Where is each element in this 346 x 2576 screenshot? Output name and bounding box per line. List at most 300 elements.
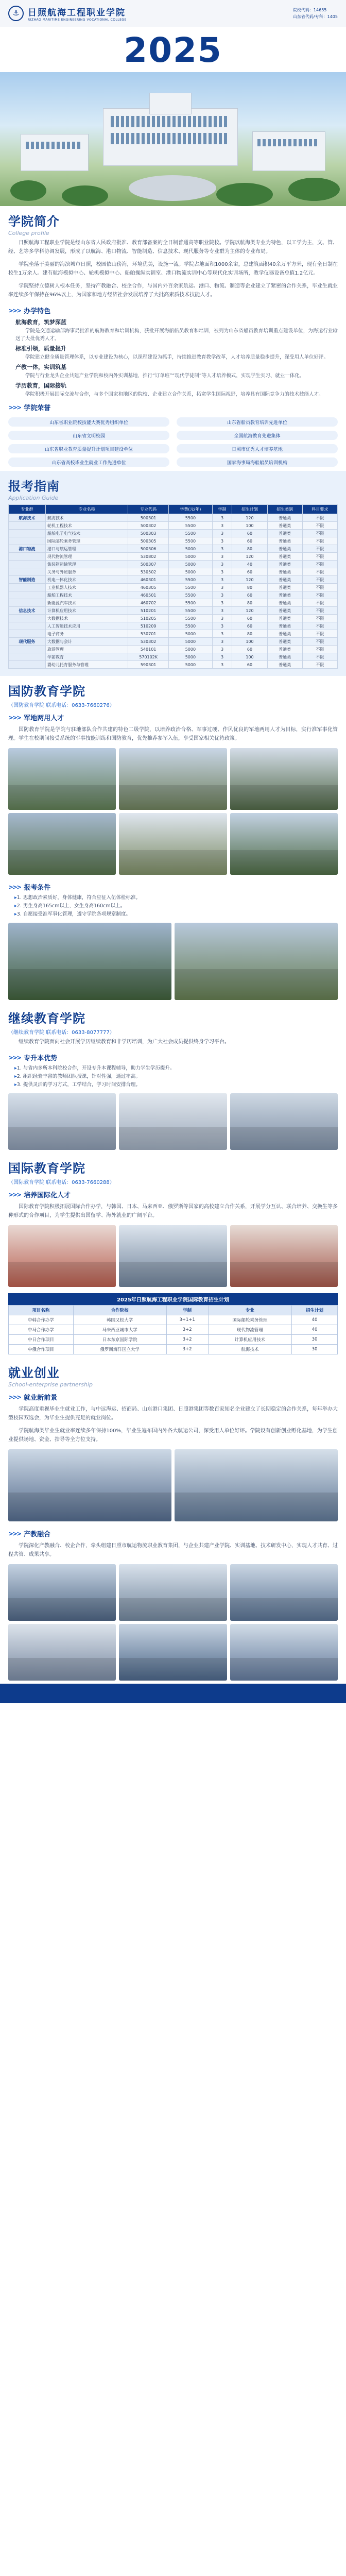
table-cell-years: 3 xyxy=(212,568,232,576)
chevron-right-icon: >>> xyxy=(8,1393,21,1401)
table-cell-name: 婴幼儿托育服务与管理 xyxy=(45,661,128,669)
table-cell-plan: 100 xyxy=(232,638,267,646)
table-cell-fee: 5000 xyxy=(169,545,213,553)
table-cell-plan: 60 xyxy=(232,591,267,599)
table-cell-fee: 5000 xyxy=(169,653,213,661)
defense-contact: （国防教育学院 联系电话：0633-7660276） xyxy=(8,703,115,708)
table-cell-name: 学前教育 xyxy=(45,653,128,661)
table-cell-type: 普通类 xyxy=(267,591,302,599)
table-cell-plan: 40 xyxy=(232,561,267,568)
table-cell-years: 3 xyxy=(212,599,232,607)
table-cell-type: 普通类 xyxy=(267,638,302,646)
table-cell-plan: 80 xyxy=(232,599,267,607)
employment-section-title xyxy=(0,1358,346,1388)
table-cell-code: 570102K xyxy=(128,653,169,661)
table-cell-name: 国际邮轮乘务管理 xyxy=(45,537,128,545)
table-cell-req: 不限 xyxy=(302,599,337,607)
table-row xyxy=(9,530,338,537)
table-cell-years: 3 xyxy=(212,653,232,661)
coop-cell: 30 xyxy=(292,1335,338,1345)
table-cell-fee: 5500 xyxy=(169,591,213,599)
table-cell-plan: 60 xyxy=(232,537,267,545)
table-cell-years: 3 xyxy=(212,545,232,553)
honor-badge: 国家海事局海船船员培训机构 xyxy=(177,457,338,467)
feature-item xyxy=(0,343,346,361)
international-table-caption: 2025年日照航海工程职业学院国际教育招生计划 xyxy=(8,1293,338,1305)
coop-row xyxy=(9,1325,338,1335)
admissions-table xyxy=(8,504,338,669)
table-cell-years: 3 xyxy=(212,646,232,653)
employment-h2: >>> 产教融合 xyxy=(8,1530,51,1538)
chevron-right-icon: >>> xyxy=(8,1191,21,1198)
coop-cell: 3+2 xyxy=(166,1345,208,1354)
college-logo-icon: ⚓ xyxy=(8,6,24,21)
school-name-en: RIZHAO MARITIME ENGINEERING VOCATIONAL COLLEGE xyxy=(28,18,127,22)
advantage-item: ▸ 1. 与省内多所本科院校合作，开设专升本课程辅导，助力学生学历提升。 xyxy=(14,1064,338,1073)
table-cell-years: 3 xyxy=(212,584,232,591)
honor-badge: 山东省职业教育质量提升计划项目建设单位 xyxy=(8,444,169,453)
coop-header-cell: 学制 xyxy=(166,1306,208,1315)
employment-title: 就业创业 xyxy=(8,1366,60,1380)
table-cell-years: 3 xyxy=(212,553,232,561)
table-row xyxy=(9,615,338,622)
employment-paragraph: 学院航海类毕业生就业率连续多年保持100%，毕业生遍布国内外各大航运公司，深受用人单位好评。学院设有创新创业孵化基地，为学生创业提供场地、资金、指导等全方位支持。 xyxy=(8,1428,338,1443)
table-cell-fee: 5500 xyxy=(169,514,213,522)
table-cell-code: 460501 xyxy=(128,591,169,599)
table-cell-code: 500305 xyxy=(128,537,169,545)
honor-badge: 全国航海教育先进集体 xyxy=(177,431,338,440)
table-cell-years: 3 xyxy=(212,576,232,584)
defense-photo xyxy=(119,748,227,810)
table-row xyxy=(9,622,338,630)
table-cell-code: 590301 xyxy=(128,661,169,669)
table-cell-req: 不限 xyxy=(302,661,337,669)
ceremony-photo xyxy=(8,1225,116,1287)
coop-cell: 3+2 xyxy=(166,1335,208,1345)
table-cell-group xyxy=(9,561,46,568)
industry-photo-grid xyxy=(0,1561,346,1684)
table-cell-name: 电子商务 xyxy=(45,630,128,638)
chevron-right-icon: >>> xyxy=(8,883,21,891)
table-row xyxy=(9,591,338,599)
table-cell-group xyxy=(9,553,46,561)
defense-req-heading: >>> 报考条件 xyxy=(8,883,51,892)
feature-desc: 学院建立健全质量管理体系，以专业建设为核心，以课程建设为抓手，持续推进教育教学改革，人才培养质量稳步提升，深受用人单位好评。 xyxy=(25,354,329,360)
coop-header-cell: 项目名称 xyxy=(9,1306,74,1315)
table-cell-plan: 100 xyxy=(232,522,267,530)
table-cell-group xyxy=(9,661,46,669)
table-cell-plan: 120 xyxy=(232,514,267,522)
defense-photo xyxy=(230,813,338,875)
honors-heading: >>> 学院荣誉 xyxy=(8,403,51,412)
table-cell-name: 大数据技术 xyxy=(45,615,128,622)
table-cell-fee: 5500 xyxy=(169,607,213,615)
coop-cell: 3+2 xyxy=(166,1325,208,1335)
honor-badge: 山东省高校毕业生就业工作先进单位 xyxy=(8,457,169,467)
coop-row xyxy=(9,1345,338,1354)
industry-photo xyxy=(230,1624,338,1681)
defense-photo xyxy=(230,748,338,810)
table-cell-req: 不限 xyxy=(302,591,337,599)
table-cell-fee: 5500 xyxy=(169,522,213,530)
employment-h1: >>> 就业新前景 xyxy=(8,1393,58,1402)
coop-cell: 30 xyxy=(292,1345,338,1354)
table-cell-years: 3 xyxy=(212,522,232,530)
table-cell-group xyxy=(9,653,46,661)
table-row xyxy=(9,607,338,615)
school-codes xyxy=(293,7,338,20)
table-cell-group xyxy=(9,591,46,599)
table-cell-req: 不限 xyxy=(302,615,337,622)
continuing-paragraph: 继续教育学院面向社会开展学历继续教育和非学历培训，为广大社会成员提供终身学习平台。 xyxy=(19,1039,230,1045)
table-cell-group: 航海技术 xyxy=(9,514,46,522)
table-cell-type: 普通类 xyxy=(267,646,302,653)
table-cell-group: 信息技术 xyxy=(9,607,46,615)
table-cell-group xyxy=(9,615,46,622)
table-cell-years: 3 xyxy=(212,622,232,630)
table-cell-plan: 80 xyxy=(232,584,267,591)
defense-photo xyxy=(119,813,227,875)
honor-badge: 山东省文明校园 xyxy=(8,431,169,440)
table-cell-plan: 120 xyxy=(232,607,267,615)
table-cell-req: 不限 xyxy=(302,584,337,591)
coop-cell: 计算机应用技术 xyxy=(208,1335,291,1345)
international-plan-table xyxy=(8,1293,338,1354)
feature-title: 学历教育，国际接轨 xyxy=(15,382,66,389)
feature-item xyxy=(0,316,346,343)
table-cell-name: 计算机应用技术 xyxy=(45,607,128,615)
international-adv-heading: >>> 培养国际化人才 xyxy=(8,1191,71,1199)
table-cell-group xyxy=(9,537,46,545)
table-cell-years: 3 xyxy=(212,591,232,599)
requirement-item: ▸ 1. 思想政治素质好，身体健康，符合应征入伍体检标准。 xyxy=(14,894,338,902)
table-cell-code: 530502 xyxy=(128,568,169,576)
table-cell-plan: 80 xyxy=(232,630,267,638)
defense-paragraph: 国防教育学院是学院与驻地部队合作共建的特色二级学院，以培养政治合格、军事过硬、作风优良的军地两用人才为目标，实行准军事化管理。学生在校期间接受系统的军事技能训练和国防教育，优先推荐参军入伍，享受国家相关优待政策。 xyxy=(8,727,338,741)
table-cell-req: 不限 xyxy=(302,630,337,638)
honors-grid xyxy=(0,413,346,471)
advantage-item: ▸ 2. 组织经验丰富的教师团队授课，针对性强，通过率高。 xyxy=(14,1073,338,1081)
intro-title: 学院简介 xyxy=(8,214,60,229)
coop-cell: 俄罗斯海洋国立大学 xyxy=(73,1345,166,1354)
table-cell-plan: 60 xyxy=(232,530,267,537)
table-cell-fee: 5000 xyxy=(169,561,213,568)
table-cell-name: 现代物流管理 xyxy=(45,553,128,561)
table-row xyxy=(9,638,338,646)
table-header-cell: 专业名称 xyxy=(45,505,128,514)
coop-cell: 国际邮轮乘务管理 xyxy=(208,1315,291,1325)
table-cell-plan: 120 xyxy=(232,576,267,584)
table-cell-req: 不限 xyxy=(302,514,337,522)
coop-cell: 40 xyxy=(292,1325,338,1335)
table-cell-fee: 5500 xyxy=(169,615,213,622)
table-row xyxy=(9,514,338,522)
continuing-section-title xyxy=(0,1003,346,1036)
international-contact: （国际教育学院 联系电话：0633-7660288） xyxy=(8,1180,115,1185)
table-cell-type: 普通类 xyxy=(267,545,302,553)
coop-cell: 现代物流管理 xyxy=(208,1325,291,1335)
international-title: 国际教育学院 xyxy=(8,1161,85,1176)
year-title: 2025 xyxy=(124,30,222,70)
coop-header-cell: 招生计划 xyxy=(292,1306,338,1315)
header-bar xyxy=(0,0,346,27)
coop-cell: 40 xyxy=(292,1315,338,1325)
table-cell-code: 530802 xyxy=(128,553,169,561)
table-header-cell: 招生类别 xyxy=(267,505,302,514)
table-cell-type: 普通类 xyxy=(267,522,302,530)
table-row xyxy=(9,561,338,568)
coop-row xyxy=(9,1335,338,1345)
table-cell-code: 460301 xyxy=(128,576,169,584)
international-photo-grid xyxy=(0,1222,346,1290)
defense-photo-grid-2 xyxy=(0,920,346,1003)
table-cell-code: 540101 xyxy=(128,646,169,653)
table-cell-type: 普通类 xyxy=(267,530,302,537)
table-cell-years: 3 xyxy=(212,630,232,638)
table-cell-type: 普通类 xyxy=(267,537,302,545)
continuing-photo-grid xyxy=(0,1090,346,1153)
table-cell-req: 不限 xyxy=(302,576,337,584)
table-header-cell: 科目要求 xyxy=(302,505,337,514)
table-cell-type: 普通类 xyxy=(267,630,302,638)
continuing-items xyxy=(0,1063,346,1090)
intro-title-en: College profile xyxy=(8,230,49,236)
table-cell-fee: 5000 xyxy=(169,630,213,638)
table-cell-fee: 5000 xyxy=(169,646,213,653)
campus-aerial-photo xyxy=(0,72,346,206)
table-cell-group xyxy=(9,522,46,530)
chevron-right-icon: >>> xyxy=(8,1054,21,1061)
coop-cell: 韩国又松大学 xyxy=(73,1315,166,1325)
table-cell-years: 3 xyxy=(212,615,232,622)
table-row xyxy=(9,545,338,553)
international-paragraph: 国际教育学院积极拓展国际合作办学，与韩国、日本、马来西亚、俄罗斯等国家的高校建立合作关系，开展学分互认、联合培养、交换生等多种形式的合作项目，为学生提供出国留学、海外就业的广阔平台。 xyxy=(8,1204,338,1218)
table-cell-req: 不限 xyxy=(302,537,337,545)
table-cell-code: 500303 xyxy=(128,530,169,537)
employment-title-en: School-enterprise partnership xyxy=(8,1381,93,1388)
defense-section-title xyxy=(0,676,346,708)
table-header-cell: 学制 xyxy=(212,505,232,514)
intro-paragraph: 学院坐落于美丽的海滨城市日照，校园依山傍海，环境优美，设施一流。学院占地面积1000余亩，总建筑面积40余万平方米，现有全日制在校生1万余人。建有航海模拟中心、轮机模拟中心、船舶操纵实训室、港口物流实训中心等现代化实训场所，教学仪器设备总值1.2亿元。 xyxy=(8,262,338,276)
table-cell-years: 3 xyxy=(212,638,232,646)
table-cell-name: 大数据与会计 xyxy=(45,638,128,646)
table-row xyxy=(9,630,338,638)
honor-badge: 山东省船员教育培训先进单位 xyxy=(177,417,338,427)
table-cell-name: 船舶电子电气技术 xyxy=(45,530,128,537)
table-cell-type: 普通类 xyxy=(267,576,302,584)
table-row xyxy=(9,522,338,530)
employment-paragraph: 学院深化产教融合、校企合作，牵头组建日照市航运物流职业教育集团，与企业共建产业学院、实训基地、技术研发中心，实现人才共育、过程共管、成果共享。 xyxy=(8,1543,338,1557)
table-cell-req: 不限 xyxy=(302,622,337,630)
table-cell-req: 不限 xyxy=(302,561,337,568)
table-cell-name: 人工智能技术应用 xyxy=(45,622,128,630)
requirement-item: ▸ 2. 男生身高165cm以上，女生身高160cm以上。 xyxy=(14,902,338,910)
continuing-contact: （继续教育学院 联系电话：0633-8077777） xyxy=(8,1030,115,1036)
international-section-title xyxy=(0,1153,346,1185)
table-cell-req: 不限 xyxy=(302,607,337,615)
table-cell-req: 不限 xyxy=(302,545,337,553)
feature-desc: 学院与行业龙头企业共建产业学院和校内外实训基地，推行“订单班”“现代学徒制”等人才培养模式，实现学生实习、就业一体化。 xyxy=(25,373,305,379)
table-cell-req: 不限 xyxy=(302,638,337,646)
table-row xyxy=(9,537,338,545)
school-name-cn: 日照航海工程职业学院 xyxy=(28,8,126,18)
feature-item xyxy=(0,380,346,398)
table-cell-type: 普通类 xyxy=(267,661,302,669)
coop-cell: 中俄合作项目 xyxy=(9,1345,74,1354)
table-cell-code: 510201 xyxy=(128,607,169,615)
table-cell-type: 普通类 xyxy=(267,615,302,622)
table-cell-name: 船舶工程技术 xyxy=(45,591,128,599)
table-cell-type: 普通类 xyxy=(267,561,302,568)
table-row xyxy=(9,584,338,591)
honor-badge: 日照市优秀人才培养基地 xyxy=(177,444,338,453)
job-fair-photo xyxy=(8,1449,171,1521)
continuing-title: 继续教育学院 xyxy=(8,1011,85,1026)
admissions-title: 报考指南 xyxy=(8,479,60,494)
industry-photo xyxy=(8,1564,116,1621)
intro-section-title xyxy=(0,206,346,236)
school-code-provincial: 山东省代码/专科：1405 xyxy=(292,14,338,19)
table-cell-plan: 60 xyxy=(232,622,267,630)
table-row xyxy=(9,599,338,607)
table-row xyxy=(9,646,338,653)
table-cell-code: 460702 xyxy=(128,599,169,607)
table-cell-code: 530302 xyxy=(128,638,169,646)
advantage-item: ▸ 3. 提供灵活的学习方式，工学结合，学习时间安排合理。 xyxy=(14,1081,338,1089)
table-header-cell: 专业代码 xyxy=(128,505,169,514)
table-cell-years: 3 xyxy=(212,537,232,545)
table-cell-group: 现代服务 xyxy=(9,638,46,646)
school-name xyxy=(28,5,127,22)
table-cell-plan: 60 xyxy=(232,661,267,669)
table-cell-fee: 5500 xyxy=(169,584,213,591)
table-row xyxy=(9,576,338,584)
table-cell-fee: 5000 xyxy=(169,553,213,561)
feature-desc: 学院是交通运输部海事局批准的航海教育和培训机构，获批开展海船船员教育和培训，被列为山东省船员教育培训重点建设单位，为海运行业输送了大批优秀人才。 xyxy=(15,328,338,342)
table-cell-code: 510209 xyxy=(128,622,169,630)
table-cell-plan: 100 xyxy=(232,653,267,661)
table-cell-type: 普通类 xyxy=(267,553,302,561)
coop-header-cell: 专业 xyxy=(208,1306,291,1315)
table-cell-code: 510205 xyxy=(128,615,169,622)
table-cell-name: 集装箱运输管理 xyxy=(45,561,128,568)
table-cell-fee: 5500 xyxy=(169,537,213,545)
continuing-adv-heading: >>> 专升本优势 xyxy=(8,1054,58,1062)
intro-paragraph: 日照航海工程职业学院是经山东省人民政府批准、教育部备案的全日制普通高等职业院校。学院以航海类专业为特色，以工学为主，文、管、经、艺等多学科协调发展，形成了以航海、港口物流、智能制造、信息技术、现代服务等专业群为主体的专业布局。 xyxy=(8,240,338,255)
table-header-cell: 专业群 xyxy=(9,505,46,514)
defense-title: 国防教育学院 xyxy=(8,684,85,699)
defense-requirements xyxy=(0,893,346,920)
feature-title: 标准引领，质量提升 xyxy=(15,345,66,352)
table-cell-plan: 60 xyxy=(232,646,267,653)
coop-cell: 日本东京国际学院 xyxy=(73,1335,166,1345)
table-cell-plan: 80 xyxy=(232,545,267,553)
chevron-right-icon: >>> xyxy=(8,307,21,314)
table-cell-group xyxy=(9,622,46,630)
table-cell-code: 500301 xyxy=(128,514,169,522)
table-cell-type: 普通类 xyxy=(267,599,302,607)
features-heading: >>> 办学特色 xyxy=(8,307,51,315)
industry-photo xyxy=(119,1564,227,1621)
requirement-item: ▸ 3. 自愿接受准军事化管理，遵守学院各项规章制度。 xyxy=(14,910,338,919)
coop-cell: 马来西亚城市大学 xyxy=(73,1325,166,1335)
chevron-right-icon: >>> xyxy=(8,714,21,721)
table-cell-name: 轮机工程技术 xyxy=(45,522,128,530)
table-cell-code: 460305 xyxy=(128,584,169,591)
table-cell-group xyxy=(9,530,46,537)
table-row xyxy=(9,653,338,661)
table-cell-req: 不限 xyxy=(302,553,337,561)
coop-header-cell: 合作院校 xyxy=(73,1306,166,1315)
coop-cell: 中日合作项目 xyxy=(9,1335,74,1345)
defense-training-photo xyxy=(8,923,171,1000)
ceremony-photo xyxy=(119,1225,227,1287)
table-cell-req: 不限 xyxy=(302,522,337,530)
table-cell-group xyxy=(9,584,46,591)
table-cell-type: 普通类 xyxy=(267,622,302,630)
table-cell-group xyxy=(9,599,46,607)
classroom-photo xyxy=(119,1093,227,1150)
employment-photo-grid xyxy=(0,1446,346,1524)
coop-cell: 3+1+1 xyxy=(166,1315,208,1325)
table-header-cell: 学费(元/年) xyxy=(169,505,213,514)
table-row xyxy=(9,568,338,576)
table-cell-name: 港口与航运管理 xyxy=(45,545,128,553)
table-cell-fee: 5000 xyxy=(169,638,213,646)
table-cell-name: 机电一体化技术 xyxy=(45,576,128,584)
table-cell-type: 普通类 xyxy=(267,607,302,615)
table-cell-code: 500302 xyxy=(128,522,169,530)
table-cell-years: 3 xyxy=(212,661,232,669)
table-cell-type: 普通类 xyxy=(267,514,302,522)
table-cell-req: 不限 xyxy=(302,653,337,661)
table-cell-name: 航海技术 xyxy=(45,514,128,522)
table-cell-req: 不限 xyxy=(302,568,337,576)
table-cell-name: 旅游管理 xyxy=(45,646,128,653)
table-cell-years: 3 xyxy=(212,607,232,615)
table-cell-fee: 5500 xyxy=(169,622,213,630)
feature-title: 航海教育，筑梦深蓝 xyxy=(15,319,66,326)
table-cell-years: 3 xyxy=(212,514,232,522)
table-cell-fee: 5500 xyxy=(169,599,213,607)
coop-cell: 航海技术 xyxy=(208,1345,291,1354)
table-row xyxy=(9,661,338,669)
admissions-section xyxy=(0,471,346,676)
industry-photo xyxy=(230,1564,338,1621)
industry-photo xyxy=(119,1624,227,1681)
coop-cell: 中韩合作办学 xyxy=(9,1315,74,1325)
chevron-right-icon: >>> xyxy=(8,1530,21,1537)
job-fair-photo xyxy=(175,1449,338,1521)
table-cell-fee: 5000 xyxy=(169,568,213,576)
footer-bar xyxy=(0,1684,346,1703)
table-cell-name: 关务与外贸服务 xyxy=(45,568,128,576)
table-cell-plan: 120 xyxy=(232,553,267,561)
table-cell-type: 普通类 xyxy=(267,568,302,576)
table-cell-code: 530701 xyxy=(128,630,169,638)
table-cell-group xyxy=(9,630,46,638)
table-cell-code: 500307 xyxy=(128,561,169,568)
table-cell-name: 新能源汽车技术 xyxy=(45,599,128,607)
table-cell-name: 工业机器人技术 xyxy=(45,584,128,591)
defense-photo-grid xyxy=(0,745,346,878)
defense-training-photo xyxy=(175,923,338,1000)
table-header-cell: 招生计划 xyxy=(232,505,267,514)
table-cell-req: 不限 xyxy=(302,646,337,653)
feature-desc: 学院积极开展国际交流与合作，与多个国家和地区的院校、企业建立合作关系，拓宽学生国际视野，培养具有国际竞争力的技术技能人才。 xyxy=(25,392,324,397)
table-cell-req: 不限 xyxy=(302,530,337,537)
table-cell-group: 港口物流 xyxy=(9,545,46,553)
